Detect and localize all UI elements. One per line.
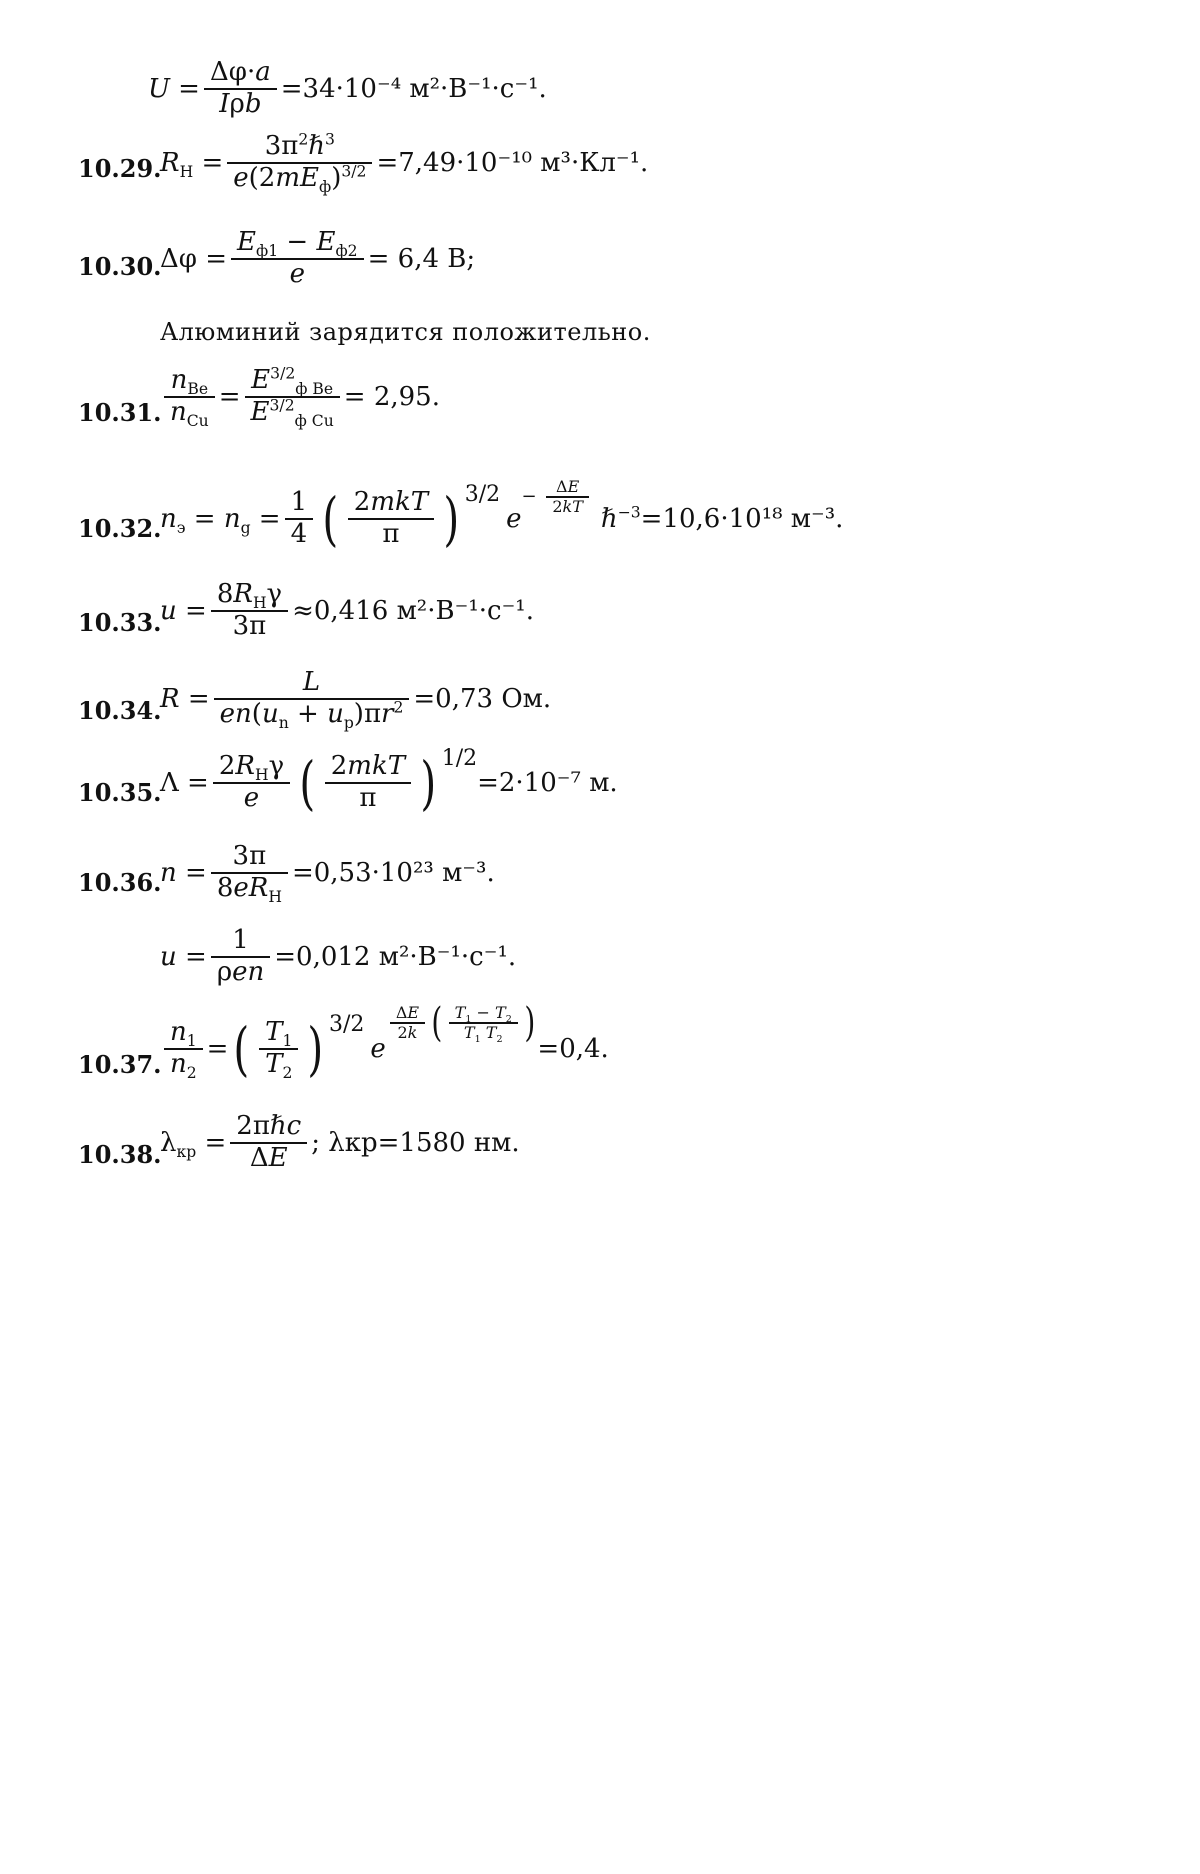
answer-10-31: 10.31. $\frac{n_{Be}}{n_{Cu}}$ = $\frac{E^{3/2}_{ф Be}}{E^{3/2}_{ф Cu}}$ = 2,95. [78,364,440,431]
problem-number: 10.36. [78,868,162,897]
result-10-29: =7,49·10⁻¹⁰ м³·Кл⁻¹. [376,147,649,178]
result-10-36: =0,53·10²³ м⁻³. [291,857,495,888]
result-10-34: =0,73 Ом. [413,683,552,714]
answer-10-34: 10.34. R = $\frac{L}{en(u_n + u_p)\pi r^2}$ =0,73 Ом. [78,667,552,733]
result-10-35: =2·10⁻⁷ м. [477,767,618,798]
problem-number: 10.30. [78,252,162,281]
result-u-hall: =34·10⁻⁴ м²·В⁻¹·с⁻¹. [280,73,547,104]
formula-u-hall: U = $\frac{\Delta\varphi\cdot a}{\text{Iρb}}$ =34·10⁻⁴ м²·В⁻¹·с⁻¹. [148,57,547,119]
answer-10-33: 10.33. u = $\frac{8R_Н\gamma}{3\pi}$ ≈0,416 м²·В⁻¹·с⁻¹. [78,579,534,641]
answer-10-37: 10.37. $\frac{n_1}{n_2}$ = ( $\frac{T_1}{T_2}$ ) 3/2 e $\frac{\Delta E}{2k}$ ( $\frac{T_1 - T_2}{T_1 T_2}$ ) =0,4. [78,999,609,1083]
problem-number: 10.31. [78,398,162,427]
problem-number: 10.37. [78,1050,162,1079]
result-10-38: λкр=1580 нм. [328,1127,520,1158]
result-10-36-mobility: =0,012 м²·В⁻¹·с⁻¹. [274,941,517,972]
result-10-37: =0,4. [537,1033,609,1064]
problem-number: 10.32. [78,514,162,543]
note-10-30: Алюминий зарядится положительно. [160,318,651,346]
answer-10-38: 10.38. $\lambda_{кр}$ = $\frac{\text{2πℏc}}{\Delta E}$ ; λкр=1580 нм. [78,1111,520,1173]
formula-10-36-mobility: u = $\frac{1}{\text{ρen}}$ =0,012 м²·В⁻¹·с⁻¹. [160,925,517,987]
answer-10-30: 10.30. Δφ = $\frac{E_{ф1} - E_{ф2}}{e}$ = 6,4 В; [78,227,476,289]
problem-number: 10.35. [78,778,162,807]
result-10-32: =10,6·10¹⁸ м⁻³. [640,503,844,534]
answer-10-29: 10.29. $R_Н$ = $\frac{3\pi^2\hbar^3}{e(2mE_ф)^{3/2}}$ =7,49·10⁻¹⁰ м³·Кл⁻¹. [78,130,649,197]
problem-number: 10.33. [78,608,162,637]
problem-number: 10.38. [78,1140,162,1169]
answer-10-35: 10.35. Λ = $\frac{2R_Н\gamma}{e}$ ( $\frac{\text{2mkT}}{\pi}$ ) 1/2 =2·10⁻⁷ м. [78,746,618,817]
answer-10-32: 10.32. $n_э = n_g$ = $\frac{1}{4}$ ( $\frac{\text{2mkT}}{\pi}$ ) 3/2 e − $\frac{\Delta E}{2kT}$ ℏ$^{-3}$ =10,6·10¹⁸ м⁻³. [78,476,844,553]
result-10-30: = 6,4 В; [367,243,476,274]
problem-number: 10.34. [78,696,162,725]
result-10-33: ≈0,416 м²·В⁻¹·с⁻¹. [292,595,534,626]
answer-10-36: 10.36. n = $\frac{3\pi}{8eR_Н}$ =0,53·10²³ м⁻³. [78,841,495,907]
result-10-31: = 2,95. [343,381,440,412]
problem-number: 10.29. [78,154,162,183]
